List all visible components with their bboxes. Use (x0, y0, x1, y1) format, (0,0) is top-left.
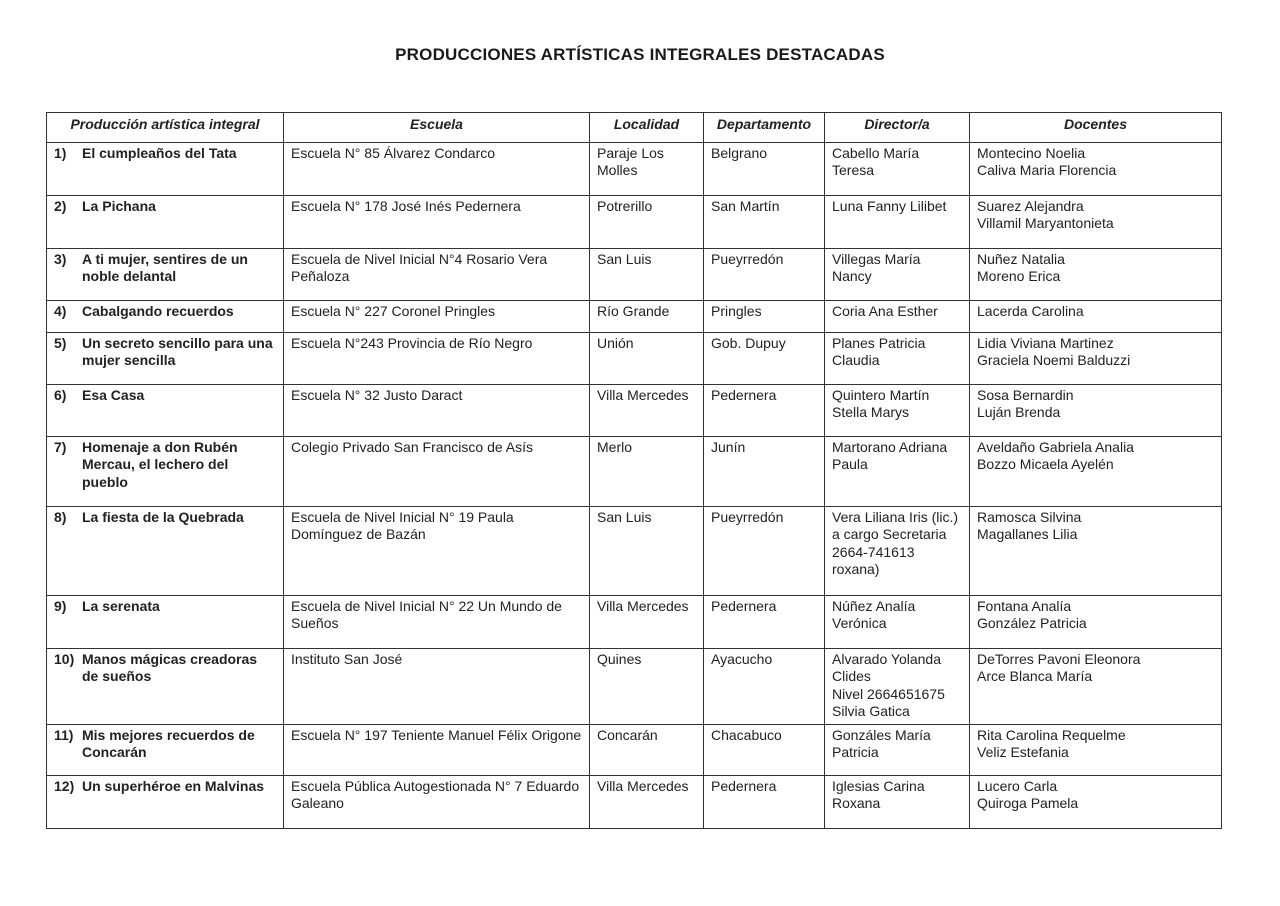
cell-localidad: Merlo (590, 436, 704, 506)
cell-director (825, 775, 970, 828)
cell-departamento: Pueyrredón (704, 248, 825, 300)
cell-escuela: Escuela N° 85 Álvarez Condarco (284, 142, 590, 195)
table-body (47, 142, 1222, 828)
cell-produccion (47, 384, 284, 436)
docente-line: DeTorres Pavoni Eleonora (977, 650, 1141, 667)
production-name: Cabalgando recuerdos (82, 302, 234, 319)
row-number: 5) (54, 334, 67, 351)
docente-line: Luján Brenda (977, 404, 1061, 420)
production-name: Homenaje a don Rubén Mercau, el lechero del pueblo (82, 438, 238, 490)
row-number: 7) (54, 438, 67, 455)
docente-line: Nuñez Natalia (977, 250, 1065, 267)
page-title: PRODUCCIONES ARTÍSTICAS INTEGRALES DESTACADAS (395, 45, 885, 64)
cell-director (825, 384, 970, 436)
director-line: Gonzáles María Patricia (832, 726, 931, 760)
director-line: Planes Patricia Claudia (832, 334, 926, 368)
cell-produccion (47, 300, 284, 332)
cell-localidad: Quines (590, 648, 704, 724)
cell-director (825, 142, 970, 195)
cell-produccion (47, 775, 284, 828)
cell-departamento: Pueyrredón (704, 506, 825, 595)
cell-director (825, 332, 970, 384)
docente-line: Rita Carolina Requelme (977, 726, 1126, 743)
cell-director (825, 195, 970, 248)
cell-director (825, 436, 970, 506)
cell-escuela: Escuela N° 227 Coronel Pringles (284, 300, 590, 332)
cell-docentes (970, 384, 1222, 436)
cell-localidad: Concarán (590, 724, 704, 775)
cell-localidad: San Luis (590, 248, 704, 300)
table-row (47, 384, 1222, 436)
row-number: 10) (54, 650, 75, 667)
header-director: Director/a (825, 113, 970, 143)
cell-director (825, 248, 970, 300)
row-number: 3) (54, 250, 67, 267)
docente-line: Magallanes Lilia (977, 526, 1078, 542)
cell-director (825, 724, 970, 775)
cell-director (825, 595, 970, 648)
director-line: a cargo Secretaria 2664-741613 roxana) (832, 526, 947, 577)
cell-docentes (970, 332, 1222, 384)
cell-docentes (970, 724, 1222, 775)
director-line: Coria Ana Esther (832, 302, 938, 319)
cell-localidad: Unión (590, 332, 704, 384)
cell-docentes (970, 775, 1222, 828)
row-number: 8) (54, 508, 67, 525)
production-name: El cumpleaños del Tata (82, 144, 237, 161)
cell-docentes (970, 248, 1222, 300)
director-line: Núñez Analía Verónica (832, 597, 916, 631)
cell-departamento: Pedernera (704, 384, 825, 436)
production-name: Un superhéroe en Malvinas (82, 777, 265, 794)
row-number: 12) (54, 777, 75, 794)
row-number: 4) (54, 302, 67, 319)
cell-docentes (970, 436, 1222, 506)
docente-line: Ramosca Silvina (977, 508, 1082, 525)
cell-docentes (970, 595, 1222, 648)
cell-departamento: Pedernera (704, 595, 825, 648)
table-header-row (47, 113, 1222, 143)
row-number: 6) (54, 386, 67, 403)
cell-departamento: Belgrano (704, 142, 825, 195)
cell-produccion (47, 724, 284, 775)
cell-director (825, 648, 970, 724)
production-name: La fiesta de la Quebrada (82, 508, 244, 525)
cell-departamento: Pringles (704, 300, 825, 332)
docente-line: Aveldaño Gabriela Analia (977, 438, 1134, 455)
table-row (47, 595, 1222, 648)
production-name: Mis mejores recuerdos de Concarán (82, 726, 255, 760)
docente-line: Moreno Erica (977, 268, 1061, 284)
cell-produccion (47, 648, 284, 724)
docente-line: Caliva Maria Florencia (977, 162, 1117, 178)
director-line: Martorano Adriana Paula (832, 438, 948, 472)
cell-departamento: San Martín (704, 195, 825, 248)
docente-line: Fontana Analía (977, 597, 1072, 614)
docente-line: Lidia Viviana Martinez (977, 334, 1114, 351)
docente-line: Lucero Carla (977, 777, 1058, 794)
cell-escuela: Escuela N° 178 José Inés Pedernera (284, 195, 590, 248)
director-line: Vera Liliana Iris (lic.) (832, 508, 959, 525)
docente-line: Arce Blanca María (977, 668, 1093, 684)
table-row (47, 195, 1222, 248)
docente-line: Graciela Noemi Balduzzi (977, 352, 1131, 368)
cell-departamento: Pedernera (704, 775, 825, 828)
cell-departamento: Chacabuco (704, 724, 825, 775)
row-number: 9) (54, 597, 67, 614)
docente-line: Lacerda Carolina (977, 302, 1084, 319)
header-localidad: Localidad (590, 113, 704, 143)
cell-produccion (47, 332, 284, 384)
table-row (47, 300, 1222, 332)
production-name: Manos mágicas creadoras de sueños (82, 650, 258, 684)
docente-line: Veliz Estefania (977, 744, 1069, 760)
docente-line: Sosa Bernardin (977, 386, 1074, 403)
cell-escuela: Escuela N° 32 Justo Daract (284, 384, 590, 436)
table-row (47, 648, 1222, 724)
docente-line: Quiroga Pamela (977, 795, 1079, 811)
cell-escuela: Colegio Privado San Francisco de Asís (284, 436, 590, 506)
cell-localidad: Potrerillo (590, 195, 704, 248)
header-produccion: Producción artística integral (47, 113, 284, 143)
cell-localidad: Villa Mercedes (590, 384, 704, 436)
director-line: Alvarado Yolanda Clides (832, 650, 941, 684)
table-row (47, 724, 1222, 775)
row-number: 1) (54, 144, 67, 161)
docente-line: Suarez Alejandra (977, 197, 1084, 214)
header-docentes: Docentes (970, 113, 1222, 143)
cell-director (825, 506, 970, 595)
row-number: 11) (54, 726, 74, 743)
table-row (47, 248, 1222, 300)
docente-line: Bozzo Micaela Ayelén (977, 456, 1114, 472)
director-line: Luna Fanny Lilibet (832, 197, 947, 214)
cell-localidad: San Luis (590, 506, 704, 595)
cell-escuela: Escuela N° 197 Teniente Manuel Félix Origone (284, 724, 590, 775)
cell-escuela: Escuela de Nivel Inicial N° 22 Un Mundo de Sueños (284, 595, 590, 648)
cell-produccion (47, 506, 284, 595)
production-name: La serenata (82, 597, 160, 614)
cell-docentes (970, 506, 1222, 595)
cell-escuela: Escuela Pública Autogestionada N° 7 Eduardo Galeano (284, 775, 590, 828)
production-name: Un secreto sencillo para una mujer sencilla (82, 334, 273, 368)
director-line: Quintero Martín (832, 386, 930, 403)
cell-produccion (47, 595, 284, 648)
table-row (47, 506, 1222, 595)
cell-docentes (970, 142, 1222, 195)
cell-escuela: Escuela de Nivel Inicial N°4 Rosario Vera Peñaloza (284, 248, 590, 300)
cell-produccion (47, 436, 284, 506)
cell-localidad: Río Grande (590, 300, 704, 332)
header-departamento: Departamento (704, 113, 825, 143)
cell-docentes (970, 195, 1222, 248)
table-row (47, 775, 1222, 828)
director-line: Stella Marys (832, 404, 910, 420)
director-line: Iglesias Carina Roxana (832, 777, 925, 811)
director-line: Nivel 2664651675 Silvia Gatica (832, 685, 945, 719)
cell-escuela: Escuela N°243 Provincia de Río Negro (284, 332, 590, 384)
docente-line: Villamil Maryantonieta (977, 215, 1114, 231)
director-line: Cabello María Teresa (832, 144, 920, 178)
cell-produccion (47, 142, 284, 195)
cell-departamento: Junín (704, 436, 825, 506)
production-name: Esa Casa (82, 386, 145, 403)
cell-localidad: Paraje Los Molles (590, 142, 704, 195)
cell-director (825, 300, 970, 332)
cell-localidad: Villa Mercedes (590, 775, 704, 828)
table-row (47, 142, 1222, 195)
docente-line: Montecino Noelia (977, 144, 1086, 161)
docente-line: González Patricia (977, 615, 1087, 631)
director-line: Villegas María Nancy (832, 250, 921, 284)
cell-localidad: Villa Mercedes (590, 595, 704, 648)
cell-escuela: Instituto San José (284, 648, 590, 724)
cell-produccion (47, 195, 284, 248)
table-row (47, 332, 1222, 384)
cell-departamento: Ayacucho (704, 648, 825, 724)
cell-produccion (47, 248, 284, 300)
header-escuela: Escuela (284, 113, 590, 143)
cell-escuela: Escuela de Nivel Inicial N° 19 Paula Domínguez de Bazán (284, 506, 590, 595)
cell-docentes (970, 648, 1222, 724)
cell-departamento: Gob. Dupuy (704, 332, 825, 384)
production-name: A ti mujer, sentires de un noble delantal (82, 250, 248, 284)
row-number: 2) (54, 197, 67, 214)
productions-table (46, 112, 1222, 829)
cell-docentes (970, 300, 1222, 332)
production-name: La Pichana (82, 197, 156, 214)
table-row (47, 436, 1222, 506)
